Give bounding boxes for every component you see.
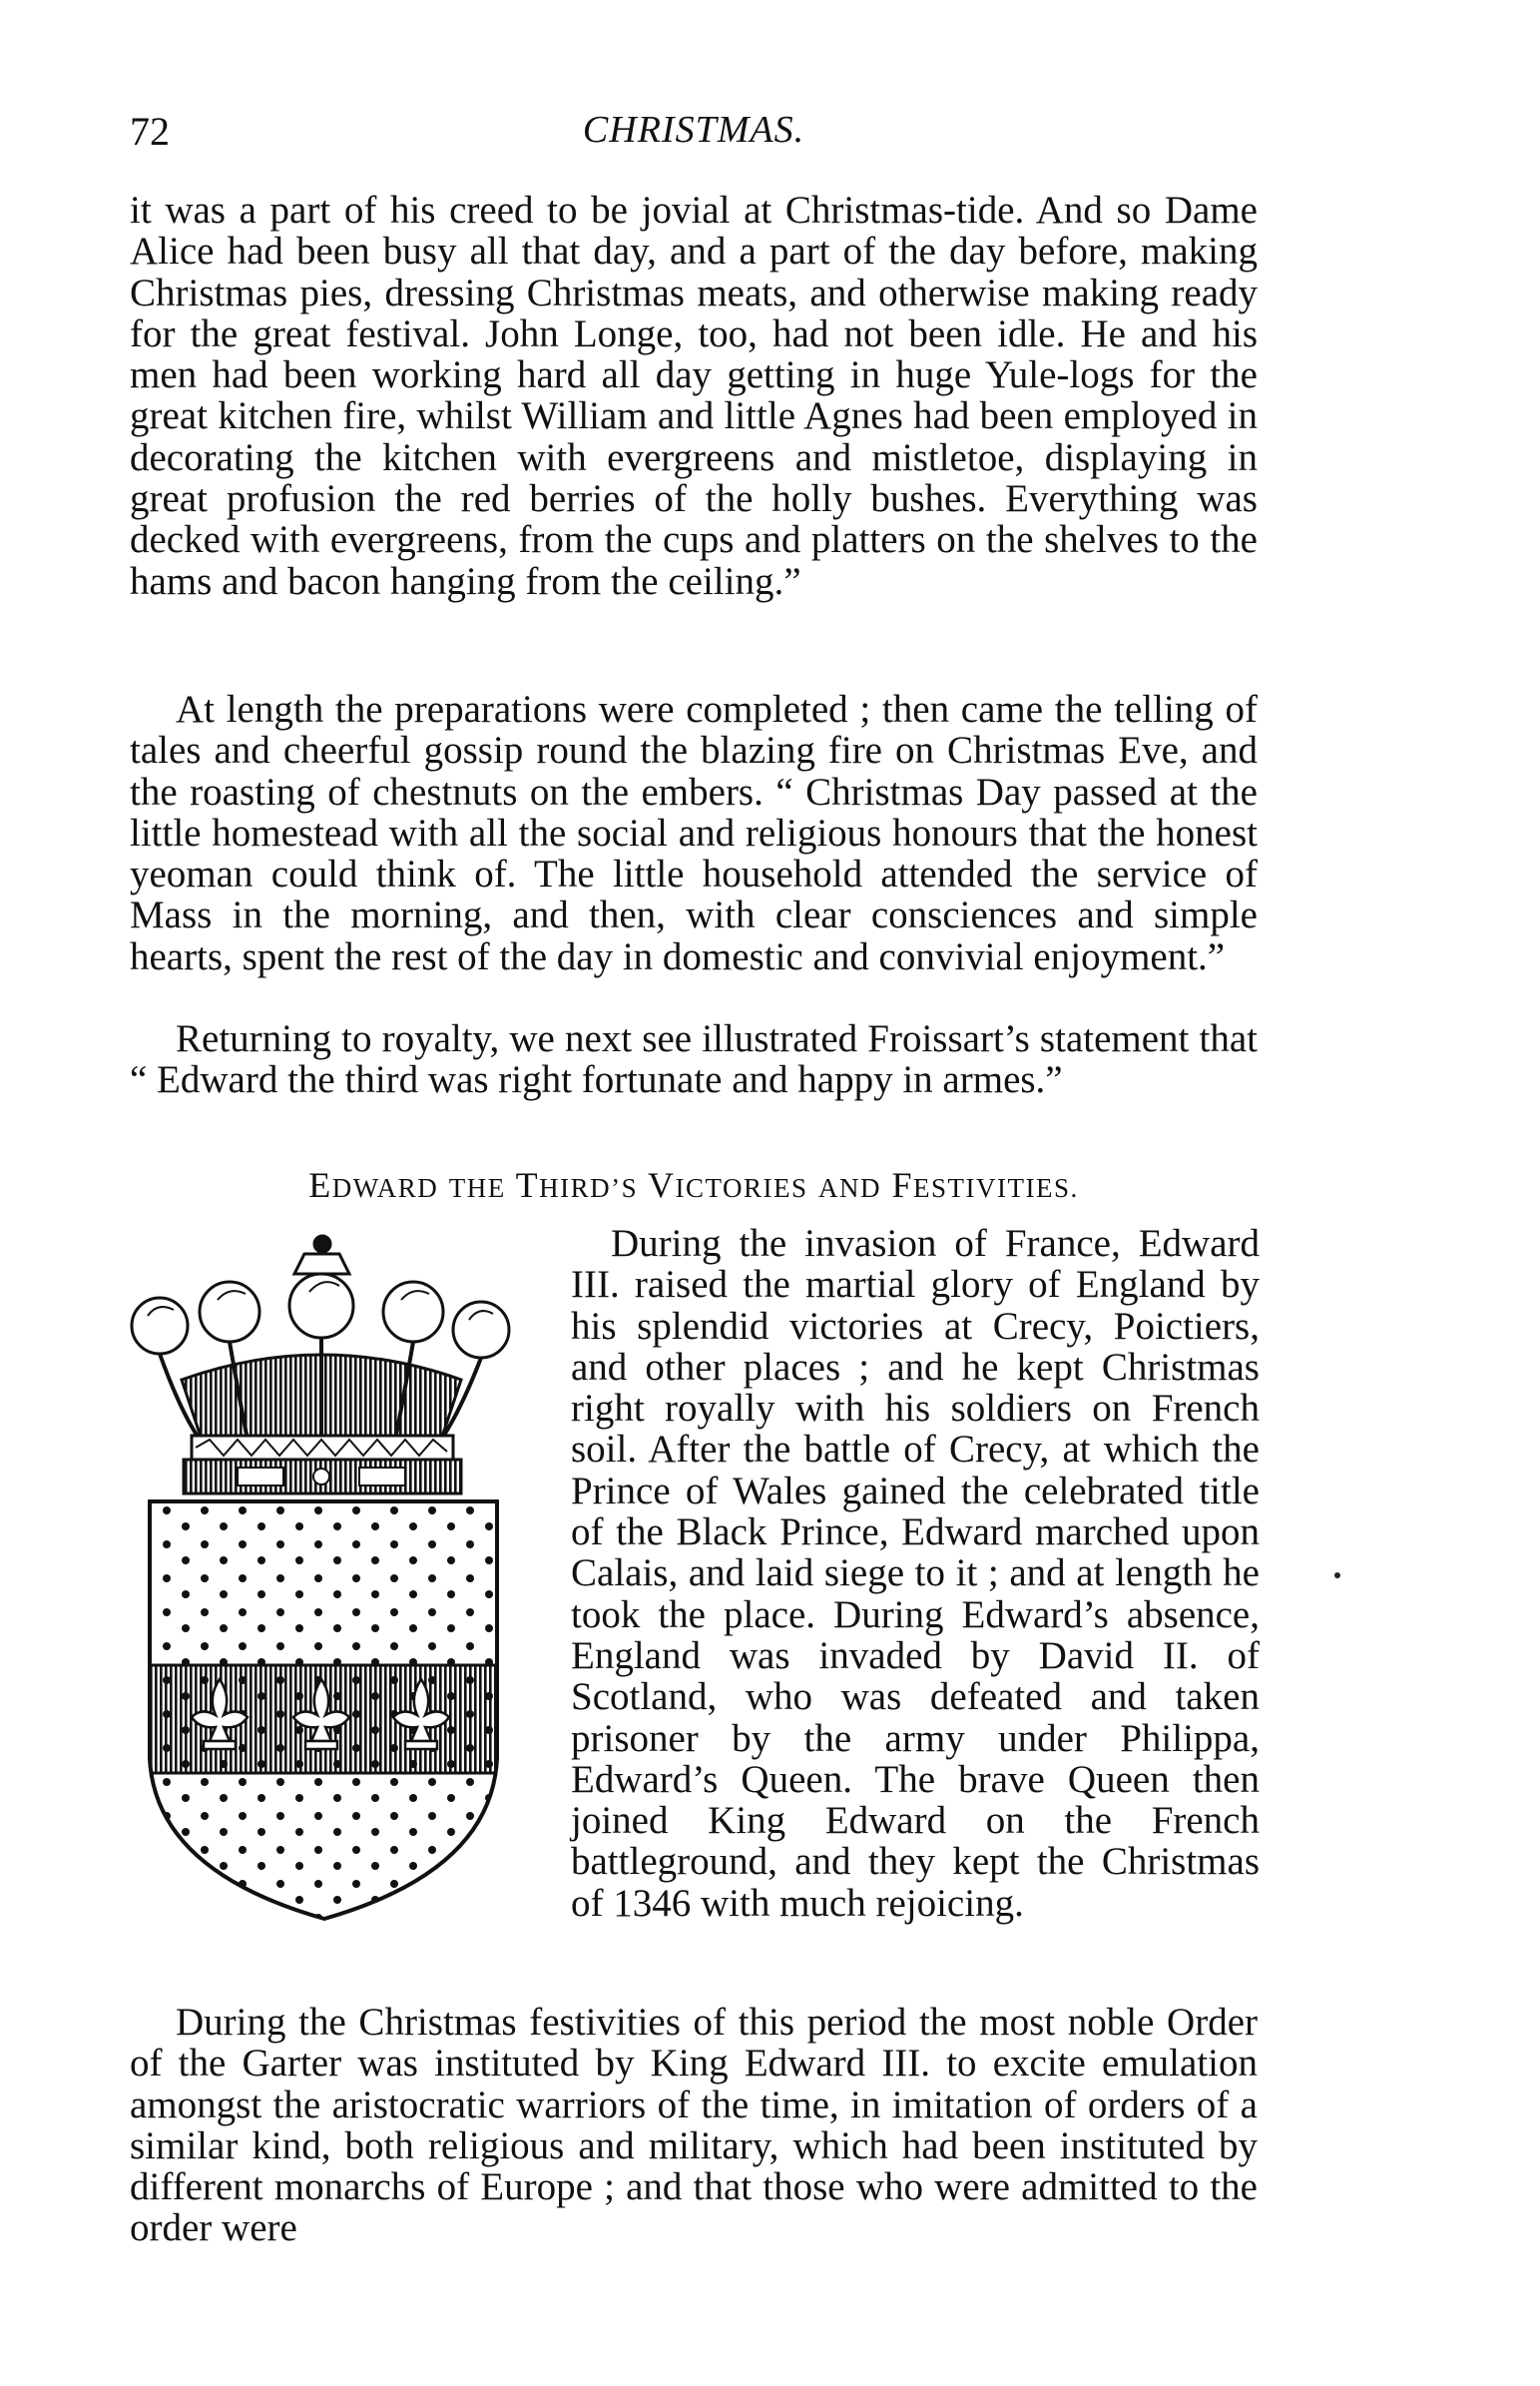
heading-word-2: THE bbox=[448, 1173, 506, 1203]
heading-word-6-cap: F bbox=[891, 1165, 914, 1205]
heading-word-3-rest: HIRD’S bbox=[539, 1173, 639, 1203]
paragraph-3: Returning to royalty, we next see illustrated Froissart’s statement that “ Edward the third was right fortunate and happy in armes.” bbox=[130, 1017, 1258, 1102]
paragraph-1: it was a part of his creed to be jovial at Christmas-tide. And so Dame Alice had been busy all that day, and a part of the day before, making Christmas pies, dressing Christmas meats, and otherwise making ready for the great festival. John Longe, too, had not been idle. He and his men had been working hard all day getting in huge Yule-logs for the great kitchen fire, whilst William and little Agnes had been employed in decorating the kitchen with evergreens and mistletoe, displaying in great profusion the red berries of the holly bushes. Everything was decked with evergreens, from the cups and platters on the shelves to the hams and bacon hanging from the ceiling.” bbox=[130, 189, 1258, 603]
paragraph-5: During the Christmas festivities of this period the most noble Order of the Garter was instituted by King Edward III. to excite emulation amongst the aristocratic warriors of the time, in imitation of orders of a similar kind, both religious and military, which had been instituted by different monarchs of Europe ; and that those who were admitted to the order were bbox=[130, 2001, 1258, 2250]
stray-ink-mark bbox=[1334, 1572, 1340, 1578]
heading-word-6-rest: ESTIVITIES. bbox=[913, 1173, 1079, 1203]
running-head: CHRISTMAS. bbox=[582, 109, 805, 151]
crest-finial bbox=[294, 1236, 349, 1274]
heading-word-5: AND bbox=[817, 1173, 881, 1203]
paragraph-2: At length the preparations were completed ; then came the telling of tales and cheerful gossip round the blazing fire on Christmas Eve, and the roasting of chestnuts on the embers. “ Christmas Day passed at the little homestead with all the social and religious honours that the honest yeoman could think of. The little household attended the service of Mass in the morning, and then, with clear consciences and simple hearts, spent the rest of the day in domestic and convivial enjoyment.” bbox=[130, 688, 1258, 978]
heading-word-4-cap: V bbox=[647, 1165, 676, 1205]
heading-word-4-rest: ICTORIES bbox=[675, 1173, 808, 1203]
page-header bbox=[130, 108, 1258, 158]
shield bbox=[120, 1501, 519, 1929]
heading-word-1-cap: E bbox=[308, 1165, 332, 1205]
section-heading bbox=[130, 1164, 1258, 1206]
heading-word-3-cap: T bbox=[515, 1165, 540, 1205]
paragraph-4: During the invasion of France, Edward III. raised the martial glory of England by his splendid victories at Crecy, Poictiers, and other places ; and he kept Christmas right royally with his soldiers on French soil. After the battle of Crecy, at which the Prince of Wales gained the celebrated title of the Black Prince, Edward marched upon Calais, and laid siege to it ; and at length he took the place. During Edward’s absence, England was invaded by David II. of Scotland, who was defeated and taken prisoner by the army under Philippa, Edward’s Queen. The brave Queen then joined King Edward on the French battleground, and they kept the Christmas of 1346 with much rejoicing. bbox=[571, 1222, 1260, 1925]
page-number: 72 bbox=[130, 109, 170, 154]
heading-word-1-rest: DWARD bbox=[331, 1173, 439, 1203]
coronet-body bbox=[182, 1355, 461, 1493]
coronet-and-shield-icon bbox=[120, 1230, 519, 1929]
